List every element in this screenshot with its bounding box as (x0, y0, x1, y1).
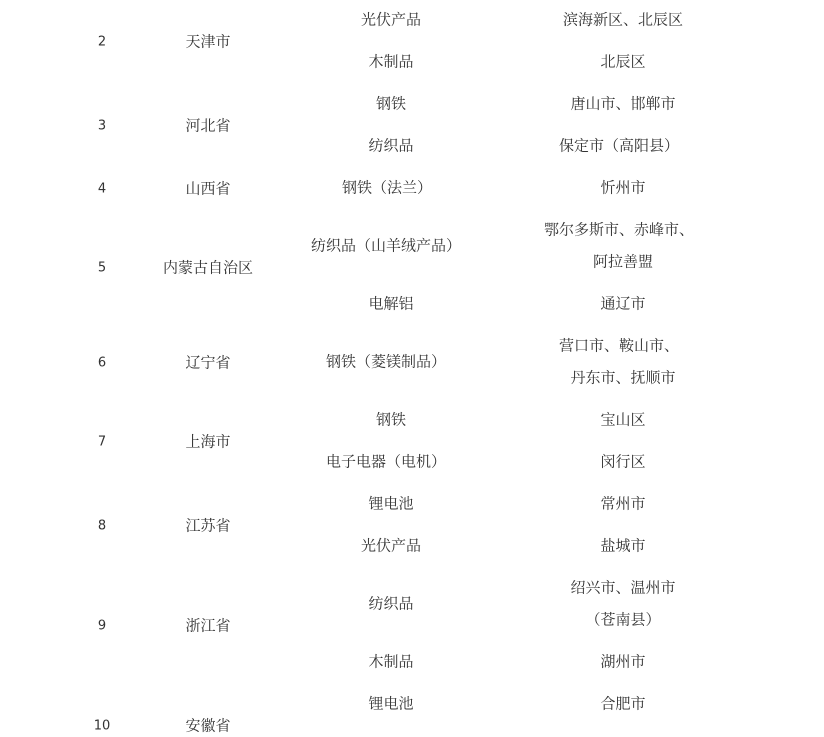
product-cell: 木制品 (368, 52, 414, 71)
row-number: 7 (97, 434, 107, 450)
area-cell: 北辰区 (600, 52, 646, 71)
product-cell: 钢铁（菱镁制品） (325, 352, 447, 371)
row-number: 5 (97, 260, 107, 276)
product-cell: 光伏产品 (360, 536, 422, 555)
product-cell: 光伏产品 (360, 10, 422, 29)
area-cell: 阿拉善盟 (592, 252, 654, 271)
area-cell: 保定市（高阳县） (558, 136, 680, 155)
product-cell: 电子电器（电机） (325, 452, 447, 471)
area-cell: 营口市、鞍山市、 (558, 336, 680, 355)
area-cell: 滨海新区、北辰区 (562, 10, 684, 29)
province-cell: 河北省 (185, 116, 231, 135)
area-cell: 闵行区 (600, 452, 646, 471)
province-cell: 江苏省 (185, 516, 231, 535)
area-cell: 合肥市 (600, 694, 646, 713)
product-cell: 木制品 (368, 652, 414, 671)
row-number: 3 (97, 118, 107, 134)
province-cell: 辽宁省 (185, 353, 231, 372)
row-number: 10 (93, 718, 111, 734)
product-cell: 锂电池 (368, 694, 414, 713)
province-cell: 天津市 (185, 32, 231, 51)
product-cell: 纺织品 (368, 136, 414, 155)
area-cell: 湖州市 (600, 652, 646, 671)
product-cell: 钢铁 (375, 94, 407, 113)
area-cell: 通辽市 (600, 294, 646, 313)
area-cell: 常州市 (600, 494, 646, 513)
product-cell: 钢铁（法兰） (341, 178, 433, 197)
product-cell: 纺织品 (368, 594, 414, 613)
area-cell: 忻州市 (600, 178, 646, 197)
province-cell: 内蒙古自治区 (162, 258, 254, 277)
row-number: 2 (97, 34, 107, 50)
province-cell: 安徽省 (185, 716, 231, 735)
area-cell: （苍南县） (585, 610, 661, 629)
product-cell: 电解铝 (368, 294, 414, 313)
row-number: 4 (97, 181, 107, 197)
area-cell: 盐城市 (600, 536, 646, 555)
product-cell: 纺织品（山羊绒产品） (310, 236, 462, 255)
area-cell: 宝山区 (600, 410, 646, 429)
area-cell: 丹东市、抚顺市 (570, 368, 676, 387)
province-cell: 上海市 (185, 432, 231, 451)
product-cell: 锂电池 (368, 494, 414, 513)
product-cell: 钢铁 (375, 410, 407, 429)
province-cell: 山西省 (185, 179, 231, 198)
province-cell: 浙江省 (185, 616, 231, 635)
row-number: 9 (97, 618, 107, 634)
area-cell: 鄂尔多斯市、赤峰市、 (543, 220, 695, 239)
row-number: 6 (97, 355, 107, 371)
area-cell: 唐山市、邯郸市 (570, 94, 676, 113)
area-cell: 绍兴市、温州市 (570, 578, 676, 597)
row-number: 8 (97, 518, 107, 534)
